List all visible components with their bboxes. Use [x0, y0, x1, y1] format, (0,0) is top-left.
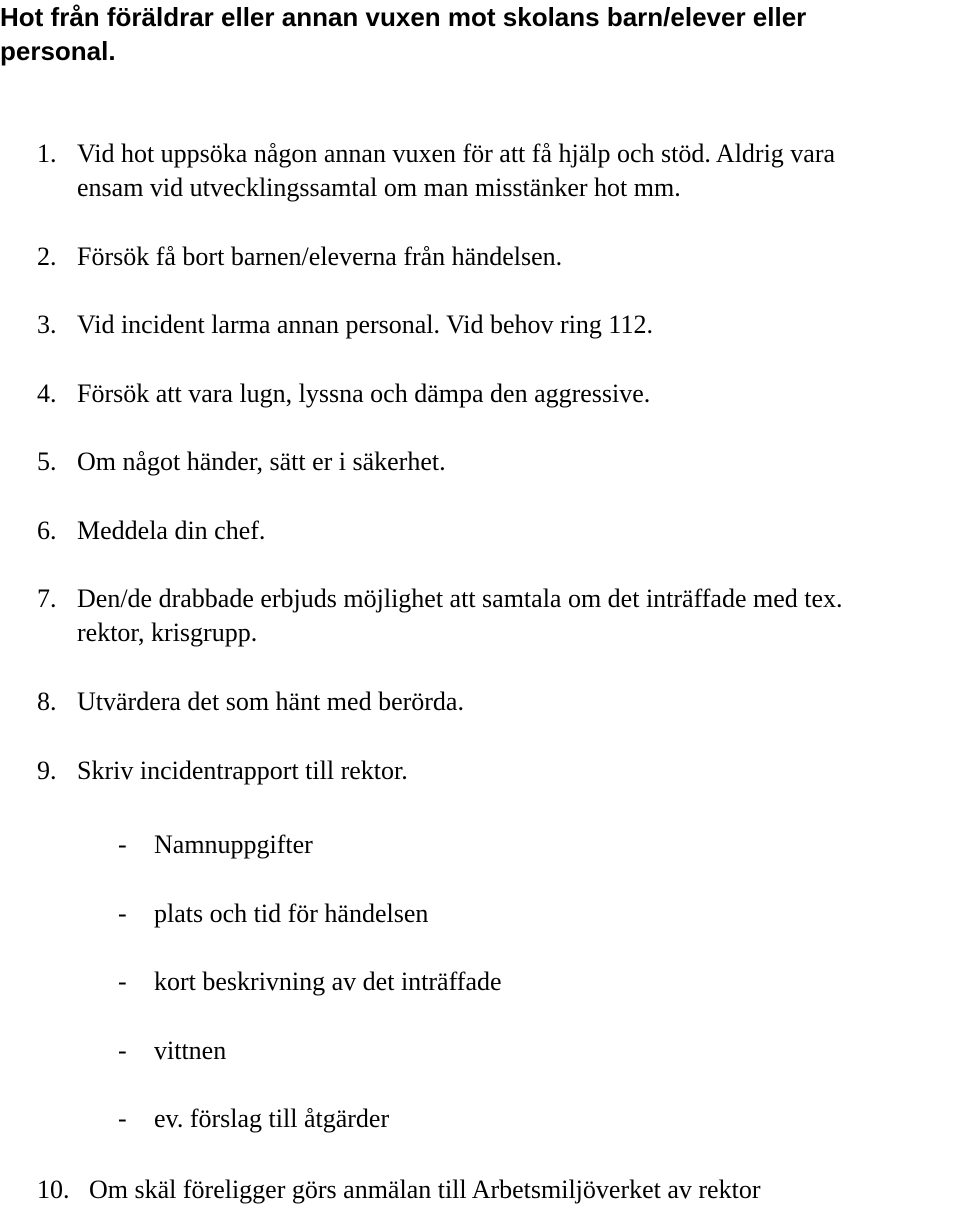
- item-text: Den/de drabbade erbjuds möjlighet att samtala om det inträffade med tex.: [77, 584, 843, 613]
- item-number: 6.: [37, 516, 57, 545]
- item-text: Vid hot uppsöka någon annan vuxen för att få hjälp och stöd. Aldrig vara: [77, 139, 836, 168]
- item-text: Om skäl föreligger görs anmälan till Arbetsmiljöverket av rektor: [89, 1175, 761, 1204]
- report-detail-text: ev. förslag till åtgärder: [154, 1104, 390, 1133]
- item-number: 7.: [37, 584, 57, 613]
- item-number: 4.: [37, 379, 57, 408]
- item-number: 10.: [37, 1175, 70, 1204]
- item-number: 1.: [37, 139, 57, 168]
- item-text: Försök att vara lugn, lyssna och dämpa den aggressive.: [77, 379, 651, 408]
- item-number: 8.: [37, 687, 57, 716]
- report-detail-text: Namnuppgifter: [154, 830, 313, 859]
- item-text-continued: rektor, krisgrupp.: [77, 618, 258, 647]
- dash-marker: -: [118, 830, 127, 859]
- item-text: Meddela din chef.: [77, 516, 266, 545]
- item-text: Skriv incidentrapport till rektor.: [77, 756, 408, 785]
- dash-marker: -: [118, 1104, 127, 1133]
- item-text: Försök få bort barnen/eleverna från händelsen.: [77, 242, 563, 271]
- dash-marker: -: [118, 899, 127, 928]
- dash-marker: -: [118, 1036, 127, 1065]
- item-text-continued: ensam vid utvecklingssamtal om man misstänker hot mm.: [77, 173, 681, 202]
- dash-marker: -: [118, 967, 127, 996]
- item-text: Om något händer, sätt er i säkerhet.: [77, 447, 446, 476]
- item-number: 9.: [37, 756, 57, 785]
- item-number: 2.: [37, 242, 57, 271]
- page-heading: Hot från föräldrar eller annan vuxen mot skolans barn/elever eller personal.: [0, 2, 807, 66]
- report-detail-text: kort beskrivning av det inträffade: [154, 967, 502, 996]
- item-text: Vid incident larma annan personal. Vid behov ring 112.: [77, 310, 653, 339]
- report-detail-text: plats och tid för händelsen: [154, 899, 429, 928]
- item-number: 3.: [37, 310, 57, 339]
- report-detail-text: vittnen: [154, 1036, 227, 1065]
- item-text: Utvärdera det som hänt med berörda.: [77, 687, 464, 716]
- item-number: 5.: [37, 447, 57, 476]
